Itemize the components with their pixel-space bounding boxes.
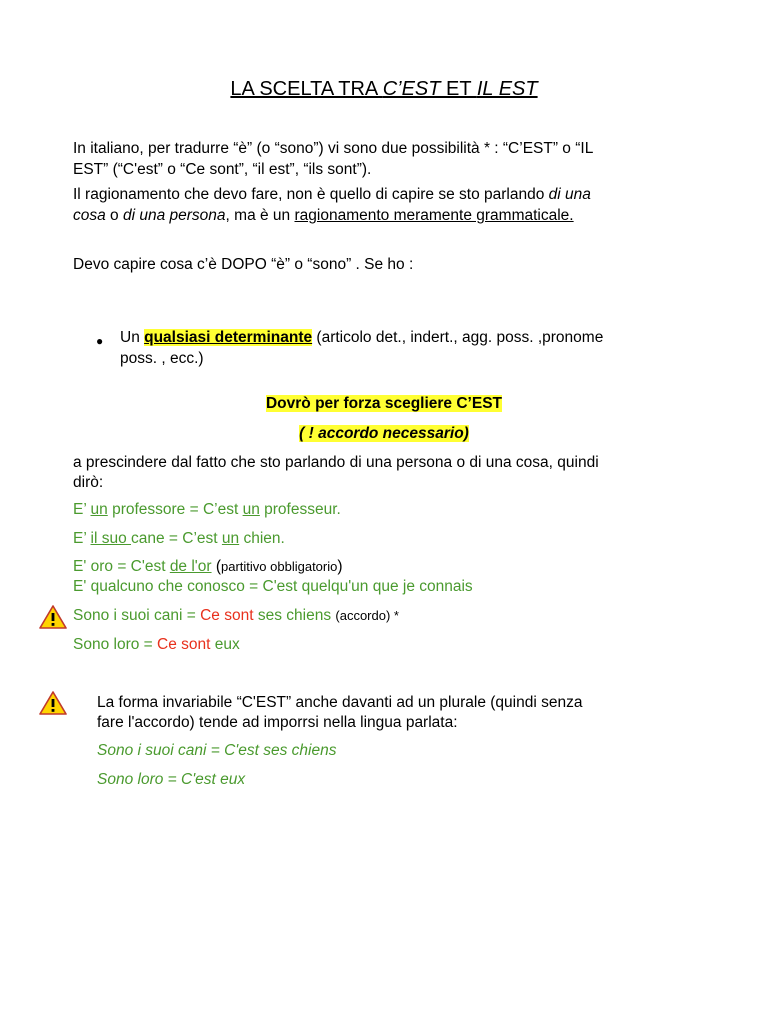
rule-line-1: Dovrò per forza scegliere C’EST (265, 395, 503, 412)
example-2: E’ il suo cane = C’est un chien. (73, 530, 285, 547)
bullet-line-1: Un qualsiasi determinante (articolo det., indert., agg. poss. ,pronome (120, 329, 604, 346)
note-line-2: fare l'accordo) tende ad imporrsi nella lingua parlata: (97, 714, 458, 731)
bullet-line-2: poss. , ecc.) (120, 350, 204, 367)
example-1: E’ un professore = C’est un professeur. (73, 501, 341, 518)
note-line-1: La forma invariabile “C'EST” anche davanti ad un plurale (quindi senza (97, 694, 583, 711)
explain-line-2: dirò: (73, 474, 104, 491)
example-3: E' oro = C'est de l'or (partitivo obbligatorio) (73, 558, 343, 575)
intro-line-3: Il ragionamento che devo fare, non è quello di capire se sto parlando di una (73, 186, 591, 203)
warning-icon (39, 690, 67, 716)
example-6: Sono loro = Ce sont eux (73, 636, 240, 653)
bullet-icon: ● (96, 334, 104, 348)
example-5: Sono i suoi cani = Ce sont ses chiens (accordo) * (73, 607, 399, 624)
intro-line-5: Devo capire cosa c’è DOPO “è” o “sono” . Se ho : (73, 256, 414, 273)
rule-line-2: ( ! accordo necessario) (299, 425, 469, 442)
warning-icon (39, 604, 67, 630)
explain-line-1: a prescindere dal fatto che sto parlando di una persona o di una cosa, quindi (73, 454, 599, 471)
note-example-2: Sono loro = C'est eux (97, 771, 246, 788)
page-title: LA SCELTA TRA C’EST ET IL EST (230, 78, 538, 100)
intro-line-4: cosa o di una persona, ma è un ragionamento meramente grammaticale. (73, 207, 574, 224)
note-example-1: Sono i suoi cani = C'est ses chiens (97, 742, 337, 759)
example-4: E' qualcuno che conosco = C'est quelqu'un que je connais (73, 578, 473, 595)
intro-line-1: In italiano, per tradurre “è” (o “sono”) vi sono due possibilità * : “C’EST” o “IL (73, 140, 594, 157)
intro-line-2: EST” (“C'est” o “Ce sont”, “il est”, “ils sont”). (73, 161, 372, 178)
